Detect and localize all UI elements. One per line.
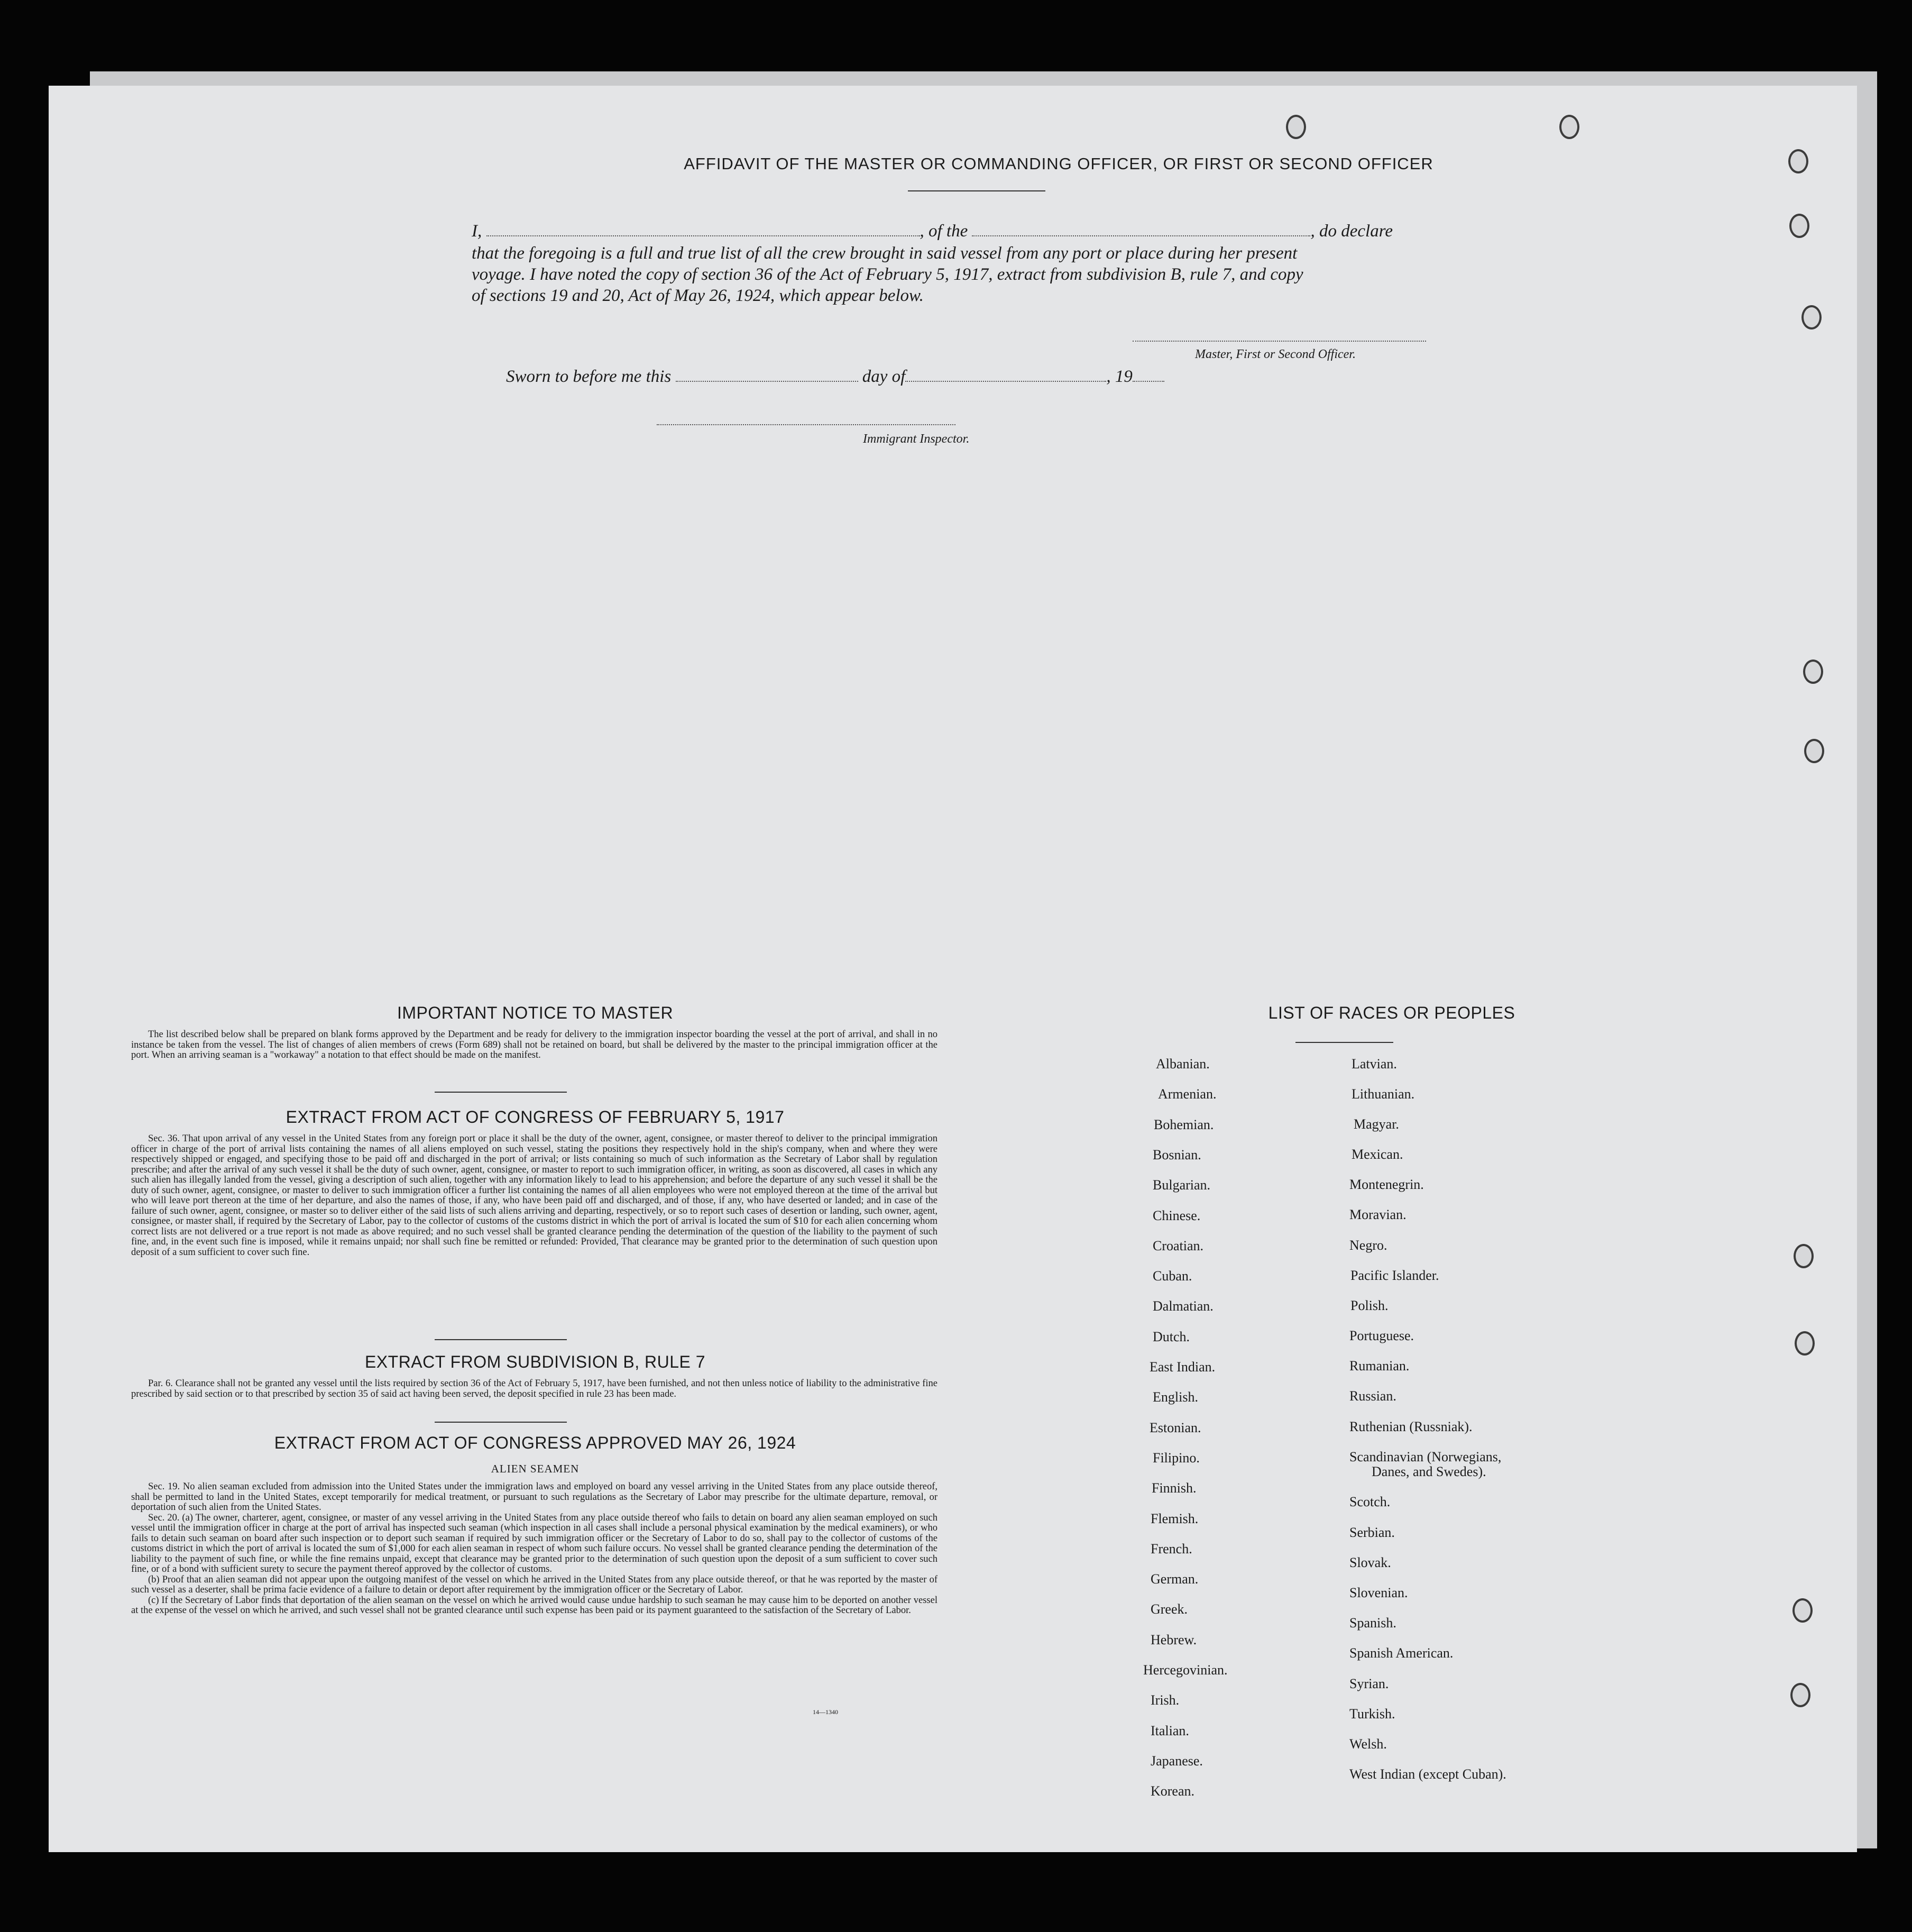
race-item: French. bbox=[1151, 1541, 1192, 1556]
affidavit-line-2: that the foregoing is a full and true list of all the crew brought in said vessel from any port or place during her present bbox=[472, 244, 1298, 263]
sworn-label: Sworn to before me this bbox=[506, 367, 672, 386]
race-item: Rumanian. bbox=[1349, 1358, 1410, 1374]
race-item: Irish. bbox=[1151, 1692, 1180, 1708]
notice-text bbox=[131, 1030, 937, 1061]
punch-hole-icon bbox=[1286, 115, 1306, 139]
notice-paragraph: The list described below shall be prepared on blank forms approved by the Department and be ready for delivery to the immigration inspector boarding the vessel at the port of arrival, and shall in no instance be taken from the vessel. The list of changes of alien members of crews (Form 689) shall not be retained on board, but shall be delivered by the master to the principal immigration officer at the port. When an arriving seaman is a "workaway" a notation to that effect should be made on the manifest. bbox=[131, 1029, 937, 1060]
race-item: Bulgarian. bbox=[1153, 1177, 1211, 1193]
section-19-paragraph: Sec. 19. No alien seaman excluded from admission into the United States under the immigration laws and employed on board any vessel arriving in the United States from any place outside thereof, shall be permitted to land in the United States, except temporarily for medical treatment, or pursuant to such regulations as the Secretary of Labor may prescribe for the ultimate departure, removal, or deportation of such alien from the United States. bbox=[131, 1481, 937, 1513]
section-20a-paragraph: Sec. 20. (a) The owner, charterer, agent, consignee, or master of any vessel arriving in the United States from any place outside thereof who fails to detain on board any alien seaman employed on such vessel until the immigration officer in charge at the port of arrival has inspected such seaman (which inspection in all cases shall include a personal physical examination by the medical examiners), or who fails to detain such seaman on board after such inspection or to deport such seaman if required by such immigration officer or the Secretary of Labor to do so, shall pay to the collector of customs of the customs district in which the port of arrival is located the sum of $1,000 for each alien seaman in respect of whom such failure occurs. No vessel shall be granted clearance pending the determination of the liability to the payment of such fine, or while the fine remains unpaid, except that clearance may be granted prior to the determination of such question upon the deposit of a sum sufficient to cover such fine, or of a bond with sufficient surety to secure the payment thereof approved by the collector of customs. bbox=[131, 1512, 937, 1574]
punch-hole-icon bbox=[1794, 1244, 1814, 1268]
divider bbox=[435, 1422, 567, 1423]
race-item: Estonian. bbox=[1150, 1420, 1201, 1435]
affidavit-title: AFFIDAVIT OF THE MASTER OR COMMANDING OFFICER, OR FIRST OR SECOND OFFICER bbox=[684, 154, 1433, 173]
sworn-day-of: day of bbox=[862, 367, 906, 386]
race-item: English. bbox=[1153, 1389, 1198, 1405]
punch-hole-icon bbox=[1790, 1683, 1810, 1707]
race-item: Bohemian. bbox=[1154, 1117, 1214, 1132]
race-item: Hebrew. bbox=[1151, 1632, 1197, 1647]
race-item: Filipino. bbox=[1153, 1450, 1200, 1466]
punch-hole-icon bbox=[1801, 305, 1822, 329]
affidavit-line-3: voyage. I have noted the copy of section 36 of the Act of February 5, 1917, extract from subdivision B, rule 7, and copy bbox=[472, 265, 1303, 284]
race-item: Pacific Islander. bbox=[1350, 1268, 1439, 1283]
notice-title: IMPORTANT NOTICE TO MASTER bbox=[397, 1003, 674, 1022]
punch-hole-icon bbox=[1789, 214, 1809, 238]
rule-7-title: EXTRACT FROM SUBDIVISION B, RULE 7 bbox=[364, 1352, 706, 1371]
race-item: Italian. bbox=[1151, 1723, 1189, 1738]
sworn-month-blank[interactable] bbox=[905, 367, 1106, 382]
race-item: Croatian. bbox=[1153, 1238, 1204, 1253]
sworn-day-blank[interactable] bbox=[676, 367, 858, 382]
race-item: Danes, and Swedes). bbox=[1372, 1464, 1486, 1479]
form-page bbox=[49, 86, 1857, 1852]
races-right-column bbox=[1349, 1056, 1667, 1782]
races-left-column bbox=[1143, 1056, 1355, 1799]
races-divider bbox=[1295, 1042, 1393, 1043]
race-item: Mexican. bbox=[1352, 1147, 1403, 1162]
extract-1917-text bbox=[131, 1134, 937, 1258]
punch-hole-icon bbox=[1795, 1331, 1815, 1356]
race-item: Greek. bbox=[1151, 1601, 1188, 1617]
race-item: German. bbox=[1151, 1571, 1199, 1587]
race-item: Welsh. bbox=[1349, 1736, 1387, 1752]
race-item: Dutch. bbox=[1153, 1329, 1190, 1344]
divider bbox=[435, 1339, 567, 1340]
race-item: Slovenian. bbox=[1349, 1585, 1408, 1600]
extract-1917-title: EXTRACT FROM ACT OF CONGRESS OF FEBRUARY 5, 1917 bbox=[286, 1107, 785, 1127]
divider bbox=[435, 1092, 567, 1093]
race-item: East Indian. bbox=[1150, 1359, 1216, 1375]
race-item: Portuguese. bbox=[1349, 1328, 1414, 1343]
name-blank[interactable] bbox=[486, 222, 920, 236]
race-item: Armenian. bbox=[1158, 1086, 1217, 1102]
race-item: Negro. bbox=[1349, 1238, 1387, 1253]
inspector-signature-line[interactable] bbox=[657, 423, 955, 425]
punch-hole-icon bbox=[1804, 739, 1824, 763]
race-item: Scandinavian (Norwegians, bbox=[1349, 1449, 1502, 1464]
section-36-paragraph: Sec. 36. That upon arrival of any vessel in the United States from any foreign port or place it shall be the duty of the owner, agent, consignee, or master thereof to deliver to the principal immigration officer in charge of the port of arrival lists containing the names of all aliens employed on such vessel, stating the positions they respectively hold in the ship's company, when and where they were respectively shipped or engaged, and specifying those to be paid off and discharged in the port of arrival; or lists containing so much of such information as the Secretary of Labor shall by regulation prescribe; and after the arrival of any such vessel it shall be the duty of such owner, agent, consignee, or master to report to such immigration officer, in writing, as soon as discovered, all cases in which any such alien has illegally landed from the vessel, giving a description of such alien, together with any information likely to lead to his apprehension; and before the departure of any such vessel it shall be the duty of such owner, agent, consignee, or master to deliver to such immigration officer a further list containing the names of all alien employees who were not employed thereon at the time of the arrival but who will leave port thereon at the time of her departure, and also the names of those, if any, who have been paid off and discharged, and of those, if any, who have deserted or landed; and in case of the failure of such owner, agent, consignee, or master so to deliver either of the said lists of such aliens arriving and departing, respectively, or so to report such cases of desertion or landing, such owner, agent, consignee, or master shall, if required by the Secretary of Labor, pay to the collector of customs of the customs district in which the port of arrival is located the sum of $10 for each alien concerning whom correct lists are not delivered or a true report is not made as above required; and no such vessel shall be granted clearance pending the determination of the question of the liability to the payment of such fine, and, in the event such fine is imposed, while it remains unpaid; nor shall such fine be remitted or refunded: Provided, That clearance may be granted prior to the determination of such question upon deposit of a sum sufficient to cover such fine. bbox=[131, 1133, 937, 1258]
extract-1924-title: EXTRACT FROM ACT OF CONGRESS APPROVED MAY 26, 1924 bbox=[274, 1433, 796, 1452]
rule-7-paragraph: Par. 6. Clearance shall not be granted any vessel until the lists required by section 36 of the Act of February 5, 1917, have been furnished, and not then unless notice of liability to the administrative fine prescribed by said section or to that prescribed by section 35 of said act having been served, the deposit specified in rule 23 has been made. bbox=[131, 1378, 937, 1399]
sworn-line bbox=[506, 366, 1299, 387]
inspector-signature-label: Immigrant Inspector. bbox=[863, 432, 970, 446]
race-item: Montenegrin. bbox=[1349, 1177, 1424, 1192]
punch-hole-icon bbox=[1803, 660, 1823, 684]
section-20c-paragraph: (c) If the Secretary of Labor finds that deportation of the alien seaman on the vessel on which he arrived would cause undue hardship to such seaman he may cause him to be deported on another vessel at the expense of the vessel on which he arrived, and such vessel shall not be granted clearance until such expense has been paid or its payment guaranteed to the satisfaction of the Secretary of Labor. bbox=[131, 1595, 937, 1616]
punch-hole-icon bbox=[1559, 115, 1579, 139]
race-item: Syrian. bbox=[1349, 1676, 1389, 1691]
race-item: Albanian. bbox=[1156, 1056, 1210, 1072]
race-item: Chinese. bbox=[1153, 1208, 1201, 1223]
master-signature-label: Master, First or Second Officer. bbox=[1195, 347, 1356, 361]
race-item: Bosnian. bbox=[1153, 1147, 1201, 1162]
sworn-year-blank[interactable] bbox=[1133, 367, 1164, 382]
races-title: LIST OF RACES OR PEOPLES bbox=[1268, 1003, 1515, 1022]
title-divider bbox=[908, 190, 1045, 191]
race-item: West Indian (except Cuban). bbox=[1349, 1766, 1506, 1782]
sworn-year: , 19 bbox=[1106, 367, 1133, 386]
race-item: Polish. bbox=[1350, 1298, 1389, 1313]
affidavit-line-1 bbox=[472, 221, 1571, 242]
race-item: Cuban. bbox=[1153, 1268, 1192, 1284]
section-20b-paragraph: (b) Proof that an alien seaman did not appear upon the outgoing manifest of the vessel on which he arrived in the United States from any place outside thereof, or that he was reported by the master of such vessel as a deserter, shall be prima facie evidence of a failure to detain or deport after requirement by the immigration officer or the Secretary of Labor. bbox=[131, 1574, 937, 1595]
race-item: Turkish. bbox=[1349, 1706, 1395, 1722]
race-item: Spanish. bbox=[1349, 1615, 1396, 1631]
race-item: Latvian. bbox=[1352, 1056, 1397, 1072]
race-item: Serbian. bbox=[1349, 1525, 1395, 1540]
affidavit-declare: , do declare bbox=[1310, 222, 1393, 241]
race-item: Japanese. bbox=[1151, 1753, 1203, 1769]
rule-7-text bbox=[131, 1379, 937, 1399]
affidavit-i: I, bbox=[472, 222, 482, 241]
race-item: Lithuanian. bbox=[1352, 1086, 1415, 1102]
master-signature-line[interactable] bbox=[1133, 340, 1426, 342]
form-number: 14—1340 bbox=[813, 1708, 838, 1716]
race-item: Ruthenian (Russniak). bbox=[1349, 1419, 1473, 1434]
race-item: Slovak. bbox=[1349, 1555, 1391, 1570]
race-item: Flemish. bbox=[1151, 1511, 1199, 1526]
race-item: Magyar. bbox=[1354, 1116, 1399, 1132]
punch-hole-icon bbox=[1788, 149, 1808, 173]
race-item: Dalmatian. bbox=[1153, 1298, 1214, 1314]
race-item: Scotch. bbox=[1349, 1494, 1391, 1509]
extract-1924-subtitle: ALIEN SEAMEN bbox=[491, 1462, 580, 1475]
race-item: Hercegovinian. bbox=[1143, 1662, 1228, 1678]
affidavit-line-4: of sections 19 and 20, Act of May 26, 1924, which appear below. bbox=[472, 286, 924, 305]
race-item: Moravian. bbox=[1349, 1207, 1407, 1222]
affidavit-of-the: , of the bbox=[920, 222, 968, 241]
vessel-blank[interactable] bbox=[972, 222, 1310, 236]
punch-hole-icon bbox=[1792, 1598, 1813, 1623]
race-item: Spanish American. bbox=[1349, 1645, 1454, 1661]
extract-1924-text bbox=[131, 1482, 937, 1616]
race-item: Korean. bbox=[1151, 1783, 1195, 1799]
race-item: Finnish. bbox=[1152, 1480, 1197, 1496]
race-item: Russian. bbox=[1349, 1388, 1396, 1404]
